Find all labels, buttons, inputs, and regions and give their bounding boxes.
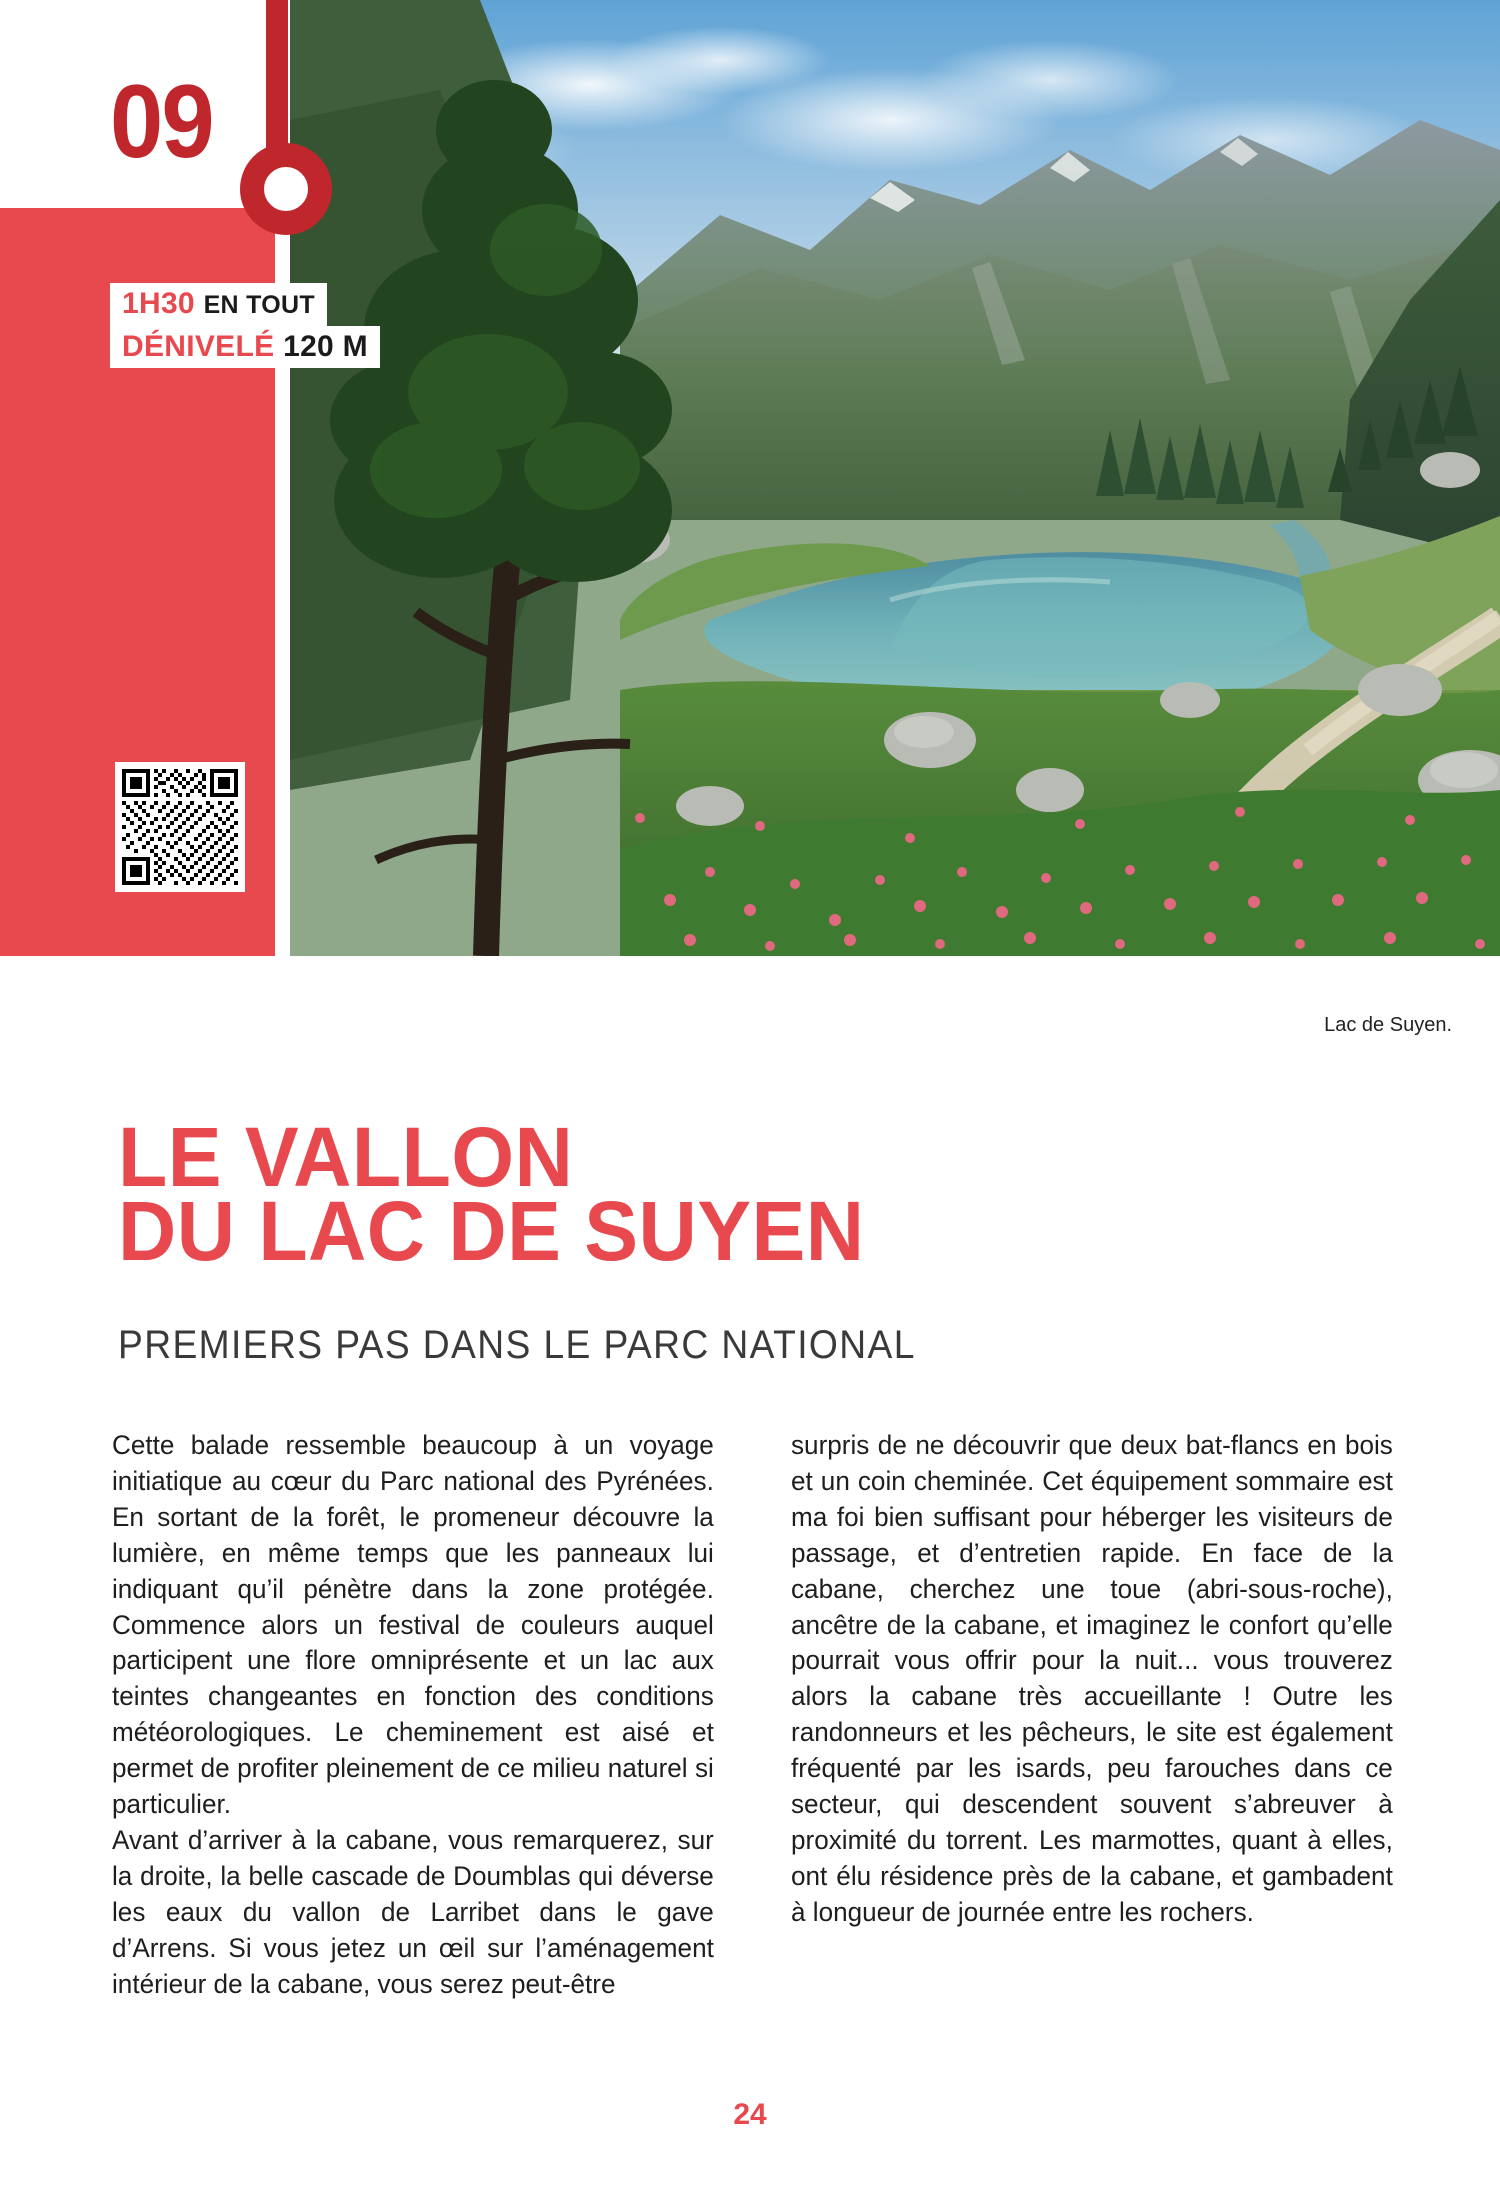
article-header: [118, 1065, 1398, 1368]
body-paragraph: Avant d’arriver à la cabane, vous remarquerez, sur la droite, la belle cascade de Doumblas qui déverse les eaux du vallon de Larribet dans le gave d’Arrens. Si vous jetez un œil sur l’aménagement intérieur de la cabane, vous serez peut-être: [112, 1824, 714, 1999]
elevation-chip: [110, 326, 380, 369]
page-title-line-1: LE VALLON: [118, 1110, 574, 1205]
page-subtitle: PREMIERS PAS DANS LE PARC NATIONAL: [118, 1323, 916, 1368]
elevation-label: DÉNIVELÉ: [122, 329, 275, 363]
mountain-lake-illustration: [290, 0, 1500, 956]
hero-photo: [290, 0, 1500, 956]
article-body: [112, 1428, 1402, 2003]
step-number: 09: [110, 64, 213, 180]
photo-caption: Lac de Suyen.: [1324, 1014, 1452, 1036]
page-title-line-2: DU LAC DE SUYEN: [118, 1184, 865, 1279]
page-number: 24: [733, 2098, 767, 2131]
duration-value: 1H30: [122, 287, 195, 320]
body-paragraph: Cette balade ressemble beaucoup à un voyage initiatique au cœur du Parc national des Pyrénées. En sortant de la forêt, le promeneur découvre la lumière, en même temps que les panneaux lui indiquant qu’il pénètre dans la zone protégée. Commence alors un festival de couleurs auquel participent une flore omniprésente et un lac aux teintes changeantes en fonction des conditions météorologiques. Le cheminement est aisé et permet de profiter pleinement de ce milieu naturel si particulier.: [112, 1430, 714, 1820]
duration-label: EN TOUT: [203, 291, 315, 319]
body-column-left: [112, 1428, 723, 2003]
qr-code-icon[interactable]: [115, 762, 245, 892]
hero-section: [0, 0, 1500, 956]
body-column-right: [791, 1428, 1402, 1931]
hike-info-chips: [110, 283, 380, 368]
duration-chip: [110, 283, 327, 326]
qr-code-matrix: [122, 769, 238, 885]
body-paragraph: surpris de ne découvrir que deux bat-flancs en bois et un coin cheminée. Cet équipement sommaire est ma foi bien suffisant pour héberger les visiteurs de passage, et d’entretien rapide. En face de la cabane, cherchez une toue (abri-sous-roche), ancêtre de la cabane, et imaginez le confort qu’elle pourrait vous offrir pour la nuit... vous trouverez alors la cabane très accueillante ! Outre les randonneurs et les pêcheurs, le site est également fréquenté par les isards, peu farouches dans ce secteur, qui descendent souvent s’abreuver à proximité du torrent. Les marmottes, quant à elles, ont élu résidence près de la cabane, et gambadent à longueur de journée entre les rochers.: [791, 1430, 1393, 1927]
elevation-value: 120 M: [283, 329, 368, 363]
page-title: [118, 1110, 1347, 1279]
map-pin-ring-icon: [240, 143, 332, 235]
